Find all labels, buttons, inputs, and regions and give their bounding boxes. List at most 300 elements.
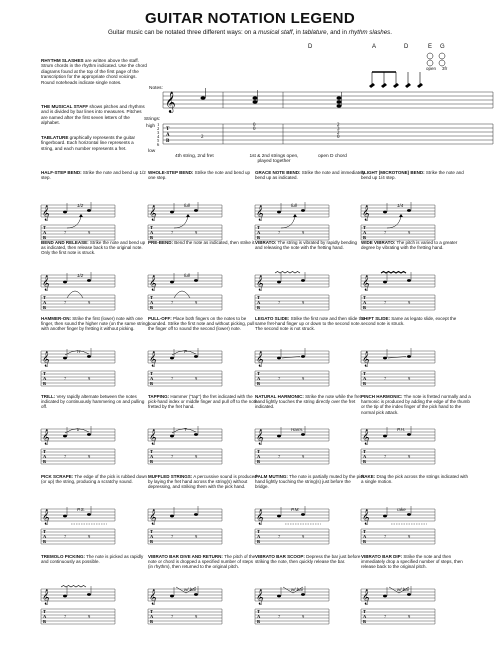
tab-number: 7: [278, 454, 281, 459]
legend-description: [255, 394, 365, 425]
legend-entry: [361, 554, 471, 629]
musical-staff-description: [41, 104, 147, 126]
legend-definition: Depress the bar just before striking the note, then quickly release the bar.: [255, 554, 361, 565]
note-head: [383, 357, 387, 360]
svg-text:A: A: [363, 454, 367, 459]
treble-clef-icon: 𝄞: [149, 205, 157, 220]
note-head: [170, 595, 174, 598]
legend-entry: [148, 474, 261, 549]
legend-entry: [148, 316, 261, 391]
svg-text:T: T: [257, 371, 261, 376]
treble-clef-icon: 𝄞: [42, 205, 50, 220]
svg-text:B: B: [363, 381, 367, 386]
legend-definition: Strike the note and bend up 1/4 step.: [361, 170, 464, 181]
definition: graphically represents the guitar fingerboard. Each horizontal line represents a string, and each number represents a fret.: [41, 135, 136, 151]
tab-number: 7: [384, 614, 387, 619]
legend-description: [255, 240, 365, 271]
legend-term: WHOLE-STEP BEND:: [148, 170, 194, 175]
treble-clef-icon: 𝄞: [42, 589, 50, 604]
tab-number: 7: [171, 300, 174, 305]
tab-number: 7: [171, 534, 174, 539]
note-head: [170, 357, 174, 360]
legend-entry: [255, 554, 365, 629]
svg-text:B: B: [150, 305, 154, 310]
svg-text:A: A: [150, 454, 154, 459]
legend-description: [41, 394, 151, 425]
tab-number: 7: [278, 376, 281, 381]
svg-text:A: A: [257, 534, 261, 539]
svg-text:B: B: [150, 235, 154, 240]
svg-text:B: B: [257, 235, 261, 240]
chord-name: G: [440, 44, 445, 50]
tab-number: 7: [171, 614, 174, 619]
note-head: [407, 433, 411, 436]
legend-entry: [361, 474, 471, 549]
legend-definition: The note is fretted normally and a harmonic is produced by adding the edge of the thumb or the tip of the index finger of the pick hand to the normal pick attack.: [361, 394, 471, 415]
svg-text:T: T: [43, 609, 47, 614]
notation-example: [361, 271, 437, 315]
svg-text:B: B: [43, 235, 47, 240]
tab-number: 7: [171, 454, 174, 459]
legend-term: HAMMER-ON:: [41, 316, 71, 321]
legend-definition: Bend the note as indicated, then strike it.: [173, 240, 256, 245]
treble-clef-icon: 𝄞: [165, 92, 176, 112]
svg-text:T: T: [150, 371, 154, 376]
subtitle-tab: tablature: [302, 29, 327, 36]
legend-term: HALF-STEP BEND:: [41, 170, 82, 175]
legend-description: [148, 474, 258, 505]
tab-number: 9: [88, 534, 91, 539]
svg-text:A: A: [363, 230, 367, 235]
legend-term: TAPPING:: [148, 394, 170, 399]
note-head: [277, 357, 281, 360]
tab-number: 7: [64, 300, 67, 305]
legend-entry: [255, 474, 365, 549]
legend-definition: Strike the note and bend up 1/2 step.: [41, 170, 146, 181]
rhythm-slashes-description: [41, 58, 147, 85]
note-head: [277, 281, 281, 284]
svg-text:A: A: [43, 534, 47, 539]
svg-text:A: A: [43, 614, 47, 619]
open-label: open: [426, 66, 437, 71]
note-head: [337, 100, 342, 104]
note-head: [170, 211, 174, 214]
treble-clef-icon: 𝄞: [256, 275, 264, 290]
chord-name: D: [308, 44, 313, 50]
note-head: [301, 279, 305, 282]
notation-example: [148, 505, 224, 549]
note-head: [301, 593, 305, 596]
legend-description: [361, 474, 471, 505]
legend-description: [255, 316, 365, 347]
tab-number: 7: [278, 300, 281, 305]
svg-text:T: T: [257, 609, 261, 614]
note-head: [194, 513, 198, 516]
tab-number: 9: [195, 230, 198, 235]
svg-text:T: T: [166, 127, 170, 132]
tab-number: 2: [337, 123, 340, 128]
svg-text:T: T: [43, 449, 47, 454]
treble-clef-icon: 𝄞: [362, 429, 370, 444]
technique-marking: P: [184, 349, 188, 354]
note-head: [383, 515, 387, 518]
tab-number: 9: [195, 376, 198, 381]
svg-text:2: 2: [157, 126, 160, 131]
tablature-description: [41, 135, 147, 151]
svg-text:T: T: [257, 225, 261, 230]
svg-text:T: T: [150, 225, 154, 230]
note-head: [301, 209, 305, 212]
high-label: high: [146, 124, 156, 129]
definition: are written above the staff. Strum chords in the rhythm indicated. Use the chord diagrams found at the top of the first page of the transcription for the appropriate chord voicings. Round noteheads indicate single notes.: [41, 58, 147, 85]
legend-definition: The string is vibrated by rapidly bending and releasing the note with the fretting hand.: [255, 240, 358, 251]
legend-definition: Strike the first note and then slide the same fret-hand finger up or down to the second note. The second note is not struck.: [255, 316, 365, 332]
tab-number: 0: [337, 135, 340, 140]
svg-text:1: 1: [157, 122, 160, 127]
fret-circle-icon: [439, 53, 445, 59]
tab-number: 2: [201, 135, 204, 140]
legend-definition: The edge of the pick is rubbed down (or up) the string, producing a scratchy sound.: [41, 474, 147, 485]
treble-clef-icon: 𝄞: [149, 275, 157, 290]
legend-description: [148, 240, 258, 271]
legend-entry: [255, 316, 365, 391]
legend-description: [255, 170, 365, 201]
notes-label: Notes:: [149, 86, 163, 91]
note-head: [407, 513, 411, 516]
legend-definition: Very rapidly alternate between the notes indicated by continuously hammering on and pulling off.: [41, 394, 145, 410]
legend-entry: [361, 240, 471, 315]
svg-text:A: A: [43, 454, 47, 459]
treble-clef-icon: 𝄞: [362, 351, 370, 366]
svg-text:A: A: [150, 376, 154, 381]
chord-name: E: [428, 44, 433, 50]
svg-text:A: A: [257, 300, 261, 305]
legend-term: PALM MUTING:: [255, 474, 288, 479]
note-head: [337, 104, 342, 108]
treble-clef-icon: 𝄞: [256, 205, 264, 220]
legend-entry: [41, 170, 154, 245]
legend-definition: Strike the note and bend up one step.: [148, 170, 250, 181]
tab-number: 9: [408, 230, 411, 235]
note-head: [194, 355, 198, 358]
svg-text:B: B: [363, 619, 367, 624]
tab-number: 9: [195, 614, 198, 619]
svg-text:B: B: [43, 619, 47, 624]
tab-number: 7: [64, 534, 67, 539]
legend-term: BEND AND RELEASE:: [41, 240, 89, 245]
tab-number: 9: [302, 300, 305, 305]
svg-text:A: A: [150, 300, 154, 305]
svg-text:T: T: [257, 449, 261, 454]
subtitle-text: Guitar music can be notated three different ways: on a: [107, 29, 259, 36]
legend-term: GRACE NOTE BEND:: [255, 170, 301, 175]
legend-term: VIBRATO BAR DIP:: [361, 554, 403, 559]
svg-text:T: T: [257, 529, 261, 534]
legend-term: WIDE VIBRATO:: [361, 240, 396, 245]
strings-label: Strings:: [144, 117, 161, 122]
notation-example: [255, 271, 331, 315]
note-head: [170, 515, 174, 518]
legend-term: TRILL:: [41, 394, 56, 399]
svg-text:T: T: [43, 225, 47, 230]
note-head: [87, 209, 91, 212]
note-head: [170, 435, 174, 438]
subtitle-text: , in: [292, 29, 303, 36]
svg-text:B: B: [43, 539, 47, 544]
legend-entry: [255, 394, 365, 469]
svg-text:B: B: [363, 459, 367, 464]
svg-text:A: A: [257, 614, 261, 619]
legend-term: NATURAL HARMONIC:: [255, 394, 304, 399]
note-head: [63, 211, 67, 214]
tab-number: 9: [302, 454, 305, 459]
legend-term: LEGATO SLIDE:: [255, 316, 290, 321]
treble-clef-icon: 𝄞: [42, 429, 50, 444]
tab-number: 7: [384, 454, 387, 459]
svg-text:B: B: [257, 459, 261, 464]
tab-number: 9: [302, 534, 305, 539]
notation-example: [255, 347, 331, 391]
notation-example: [361, 347, 437, 391]
treble-clef-icon: 𝄞: [42, 351, 50, 366]
svg-text:3: 3: [157, 130, 160, 135]
tab-number: 9: [195, 454, 198, 459]
svg-text:T: T: [43, 529, 47, 534]
note-head: [383, 281, 387, 284]
svg-text:B: B: [150, 619, 154, 624]
legend-entry: [41, 554, 154, 629]
legend-description: [255, 474, 365, 505]
legend-description: [361, 394, 471, 425]
note-head: [337, 96, 342, 100]
svg-text:B: B: [43, 459, 47, 464]
legend-description: [41, 474, 151, 505]
legend-description: [41, 240, 151, 271]
svg-text:A: A: [363, 614, 367, 619]
tab-number: 0: [253, 123, 256, 128]
technique-marking: 1/2: [77, 203, 84, 208]
fret-circle-icon: [427, 53, 433, 59]
svg-text:T: T: [257, 295, 261, 300]
note-head: [87, 593, 91, 596]
note-head: [87, 513, 91, 516]
technique-marking: 1/4: [397, 203, 404, 208]
tab-number: 9: [195, 534, 198, 539]
note-head: [301, 355, 305, 358]
legend-description: [361, 316, 471, 347]
legend-definition: Strike the note and bend up as indicated, then release back to the original note. Only the first note is struck.: [41, 240, 146, 256]
legend-entry: [361, 170, 471, 245]
note-head: [277, 211, 281, 214]
svg-text:B: B: [166, 139, 170, 144]
legend-description: [41, 170, 151, 201]
legend-description: [148, 394, 258, 425]
legend-entry: [148, 554, 261, 629]
svg-text:B: B: [257, 539, 261, 544]
legend-definition: The note is picked as rapidly and continuously as possible.: [41, 554, 144, 565]
tab-number: 9: [88, 300, 91, 305]
tab-number: 7: [64, 614, 67, 619]
definition: shows pitches and rhythms and is divided by bar lines into measures. Pitches are named after the first seven letters of the alphabet.: [41, 104, 145, 126]
tab-number: 7: [384, 376, 387, 381]
legend-term: PICK SCRAPE:: [41, 474, 74, 479]
tab-number: 9: [408, 534, 411, 539]
note-head: [277, 435, 281, 438]
technique-marking: P.M.: [291, 507, 300, 512]
svg-text:6: 6: [157, 142, 160, 147]
legend-description: [148, 170, 258, 201]
technique-marking: P.S.: [77, 507, 85, 512]
legend-entry: [361, 316, 471, 391]
svg-text:B: B: [150, 381, 154, 386]
tab-number: 7: [64, 376, 67, 381]
note-head: [407, 593, 411, 596]
legend-definition: Hammer ("tap") the fret indicated with the pick-hand index or middle finger and pull off to the note fretted by the fret hand.: [148, 394, 258, 410]
svg-text:A: A: [363, 376, 367, 381]
svg-text:A: A: [363, 300, 367, 305]
tab-number: 7: [384, 230, 387, 235]
svg-text:A: A: [363, 534, 367, 539]
svg-text:A: A: [43, 376, 47, 381]
tab-caption: open D chord: [318, 154, 347, 159]
legend-term: SLIGHT (MICROTONE) BEND:: [361, 170, 425, 175]
svg-text:A: A: [257, 376, 261, 381]
svg-text:T: T: [150, 609, 154, 614]
tab-number: 2: [337, 131, 340, 136]
tab-number: 7: [278, 230, 281, 235]
tab-caption: 4th string, 2nd fret: [175, 154, 214, 159]
tab-number: 7: [171, 376, 174, 381]
chord-name: A: [372, 44, 377, 50]
technique-marking: w/ bar: [291, 587, 304, 592]
note-head: [63, 515, 67, 518]
tab-number: 0: [253, 127, 256, 132]
term: RHYTHM SLASHES: [41, 58, 84, 63]
treble-clef-icon: 𝄞: [256, 429, 264, 444]
legend-entry: [361, 394, 471, 469]
treble-clef-icon: 𝄞: [149, 589, 157, 604]
legend-description: [255, 554, 365, 585]
tab-number: 7: [278, 614, 281, 619]
legend-term: PRE-BEND:: [148, 240, 174, 245]
subtitle-text: .: [390, 29, 393, 36]
legend-entry: [148, 170, 261, 245]
legend-term: SHIFT SLIDE:: [361, 316, 390, 321]
legend-description: [361, 240, 471, 271]
technique-marking: H: [77, 349, 81, 354]
treble-clef-icon: 𝄞: [149, 509, 157, 524]
legend-term: PINCH HARMONIC:: [361, 394, 403, 399]
legend-definition: A percussive sound is produced by laying the fret hand across the string(s) without depressing, and striking them with the pick hand.: [148, 474, 257, 490]
treble-clef-icon: 𝄞: [256, 351, 264, 366]
svg-text:A: A: [150, 534, 154, 539]
chord-name: D: [404, 44, 409, 50]
tab-number: 9: [88, 376, 91, 381]
legend-entry: [41, 240, 154, 315]
technique-marking: 1/2: [77, 273, 84, 278]
note-head: [63, 435, 67, 438]
tab-number: 9: [88, 454, 91, 459]
technique-marking: tr: [77, 427, 80, 432]
technique-marking: T: [184, 427, 187, 432]
legend-entry: [148, 394, 261, 469]
subtitle-text: , and in: [326, 29, 349, 36]
legend-definition: Drag the pick across the strings indicated with a single motion.: [361, 474, 469, 485]
treble-clef-icon: 𝄞: [362, 275, 370, 290]
note-head: [407, 279, 411, 282]
tab-number: 7: [384, 300, 387, 305]
svg-text:A: A: [43, 300, 47, 305]
tab-number: 9: [195, 300, 198, 305]
tab-number: 9: [302, 230, 305, 235]
legend-definition: The pitch is varied to a greater degree by vibrating with the fretting hand.: [361, 240, 458, 251]
technique-marking: full: [184, 203, 190, 208]
tab-number: 7: [278, 534, 281, 539]
svg-text:B: B: [257, 619, 261, 624]
svg-text:T: T: [150, 295, 154, 300]
tab-number: 9: [302, 614, 305, 619]
treble-clef-icon: 𝄞: [362, 205, 370, 220]
tab-number: 9: [408, 614, 411, 619]
svg-text:T: T: [150, 529, 154, 534]
svg-text:T: T: [43, 371, 47, 376]
technique-marking: P.H.: [397, 427, 406, 432]
technique-marking: full: [291, 203, 297, 208]
tab-number: 7: [384, 534, 387, 539]
note-head: [170, 281, 174, 284]
legend-entry: [255, 240, 365, 315]
legend-term: MUFFLED STRINGS:: [148, 474, 193, 479]
page-subtitle: [0, 29, 500, 36]
note-head: [87, 355, 91, 358]
technique-marking: full: [184, 273, 190, 278]
note-head: [201, 96, 206, 100]
note-head: [383, 435, 387, 438]
svg-text:5: 5: [157, 138, 160, 143]
svg-text:B: B: [257, 305, 261, 310]
treble-clef-icon: 𝄞: [362, 589, 370, 604]
technique-marking: rake: [397, 507, 406, 512]
svg-text:T: T: [363, 371, 367, 376]
svg-text:A: A: [257, 454, 261, 459]
tab-number: 7: [171, 230, 174, 235]
svg-text:T: T: [363, 529, 367, 534]
technique-marking: w/ bar: [397, 587, 410, 592]
svg-text:B: B: [150, 539, 154, 544]
tab-number: 9: [408, 376, 411, 381]
legend-definition: Strike the first (lower) note with one finger, then sound the higher note (on the same string) with another finger by fretting it without picking.: [41, 316, 150, 332]
note-head: [407, 209, 411, 212]
legend-entry: [41, 474, 154, 549]
legend-term: PULL-OFF:: [148, 316, 172, 321]
low-label: low: [148, 149, 156, 154]
treble-clef-icon: 𝄞: [256, 589, 264, 604]
legend-definition: Place both fingers on the notes to be sounded. Strike the first note and without picking, pull the finger off to sound the second (lower) note.: [148, 316, 255, 332]
svg-text:A: A: [150, 614, 154, 619]
tab-number: 9: [408, 454, 411, 459]
treble-clef-icon: 𝄞: [42, 275, 50, 290]
tab-number: 7: [64, 454, 67, 459]
legend-term: VIBRATO:: [255, 240, 277, 245]
term: THE MUSICAL STAFF: [41, 104, 89, 109]
svg-text:A: A: [257, 230, 261, 235]
svg-text:T: T: [363, 449, 367, 454]
tab-caption: 1st & 2nd strings open, played together: [249, 154, 299, 164]
tab-number: 9: [88, 230, 91, 235]
technique-marking: Harm.: [291, 427, 304, 432]
subtitle-slash: rhythm slashes: [348, 29, 391, 36]
treble-clef-icon: 𝄞: [149, 351, 157, 366]
